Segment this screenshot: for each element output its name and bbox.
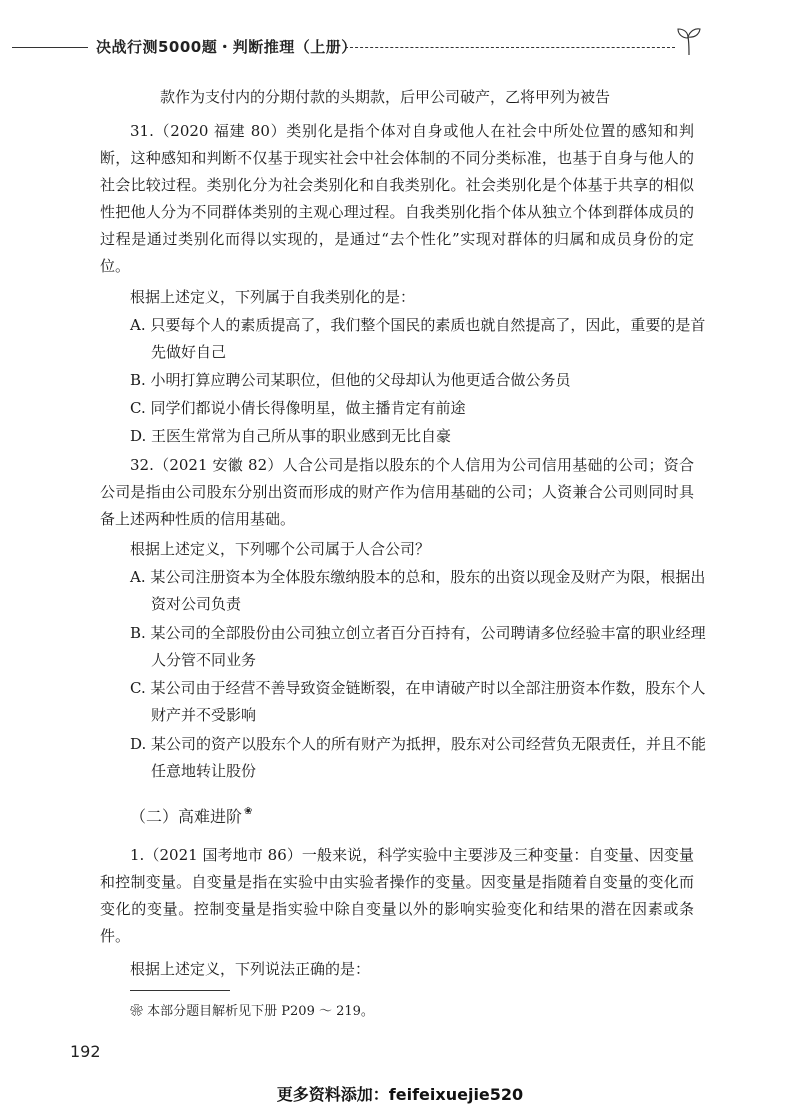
q32-question: 根据上述定义，下列哪个公司属于人合公司？ (130, 540, 431, 558)
footnote-rule (130, 990, 230, 991)
section-heading (130, 804, 252, 827)
q31-option-c: C. 同学们都说小倩长得像明星，做主播肯定有前途 (130, 399, 466, 417)
q32-option-a: A. 某公司注册资本为全体股东缴纳股本的总和，股东的出资以现金及财产为限，根据出资对公司负责 (130, 568, 706, 613)
q32-option-d: D. 某公司的资产以股东个人的所有财产为抵押，股东对公司经营负无限责任，并且不能任意地转让股份 (130, 735, 707, 780)
page-number: 192 (70, 1042, 101, 1061)
q31-option-b: B. 小明打算应聘公司某职位，但他的父母却认为他更适合做公务员 (130, 371, 571, 389)
footnote (130, 1000, 374, 1019)
q32-option-c: C. 某公司由于经营不善导致资金链断裂，在申请破产时以全部注册资本作数，股东个人财产并不受影响 (130, 679, 706, 724)
sprout-icon (676, 26, 702, 56)
continuation-line: 款作为支付内的分期付款的头期款，后甲公司破产，乙将甲列为被告 (160, 88, 611, 106)
footnote-mark-icon: ❀ (130, 1004, 144, 1019)
q1-stem: 1.（2021 国考地市 86）一般来说，科学实验中主要涉及三种变量：自变量、因变量和控制变量。自变量是指在实验中由实验者操作的变量。因变量是指随着自变量的变化而变化的变量。控制变量是指实验中除自变量以外的影响实验变化和结果的潜在因素或条件。 (100, 846, 694, 945)
header-rule-left (12, 47, 88, 48)
bottom-promo-text: 更多资料添加：feifeixuejie520 (276, 1085, 524, 1104)
header-rule-right (345, 47, 675, 48)
q31-question: 根据上述定义，下列属于自我类别化的是： (130, 288, 416, 306)
q31-option-a: A. 只要每个人的素质提高了，我们整个国民的素质也就自然提高了，因此，重要的是首先做好自己 (130, 316, 706, 361)
section-title: （二）高难进阶 (130, 807, 243, 826)
q32-option-b: B. 某公司的全部股份由公司独立创立者百分百持有，公司聘请多位经验丰富的职业经理人分管不同业务 (130, 624, 706, 669)
q31-option-d: D. 王医生常常为自己所从事的职业感到无比自豪 (130, 427, 452, 445)
running-header-title: 决战行测5000题・判断推理（上册） (96, 38, 357, 56)
q1-question: 根据上述定义，下列说法正确的是： (130, 960, 371, 978)
q31-stem: 31.（2020 福建 80）类别化是指个体对自身或他人在社会中所处位置的感知和判断，这种感知和判断不仅基于现实社会中社会体制的不同分类标准，也基于自身与他人的社会比较过程。类别化分为社会类别化和自我类别化。社会类别化是个体基于共享的相似性把他人分为不同群体类别的主观心理过程。自我类别化指个体从独立个体到群体成员的过程是通过类别化而得以实现的，是通过“去个性化”实现对群体的归属和成员身份的定位。 (100, 122, 694, 275)
footnote-text: 本部分题目解析见下册 P209 ～ 219。 (147, 1004, 374, 1019)
flower-mark-icon: ❀ (244, 806, 253, 817)
q32-stem: 32.（2021 安徽 82）人合公司是指以股东的个人信用为公司信用基础的公司；资合公司是指由公司股东分别出资而形成的财产作为信用基础的公司；人资兼合公司则同时具备上述两种性质的信用基础。 (100, 456, 694, 528)
